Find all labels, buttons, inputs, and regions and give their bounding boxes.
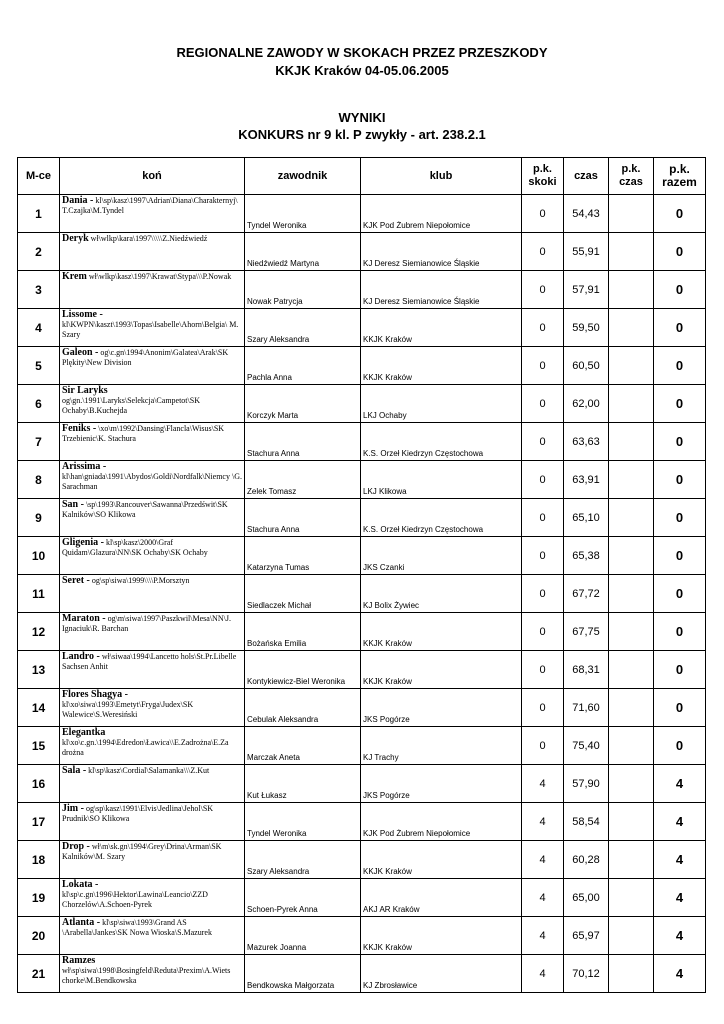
horse-cell xyxy=(60,651,245,689)
faults-time-cell xyxy=(609,575,654,613)
faults-total-cell: 0 xyxy=(654,309,706,347)
horse-cell xyxy=(60,765,245,803)
time-cell: 62,00 xyxy=(564,385,609,423)
rider-cell: Bożańska Emilia xyxy=(245,613,361,651)
table-row xyxy=(18,765,706,803)
horse-name: Sir Laryks xyxy=(62,385,108,396)
place-cell: 9 xyxy=(18,499,60,537)
time-cell: 54,43 xyxy=(564,195,609,233)
faults-time-cell xyxy=(609,955,654,993)
event-venue-date: KKJK Kraków 04-05.06.2005 xyxy=(275,63,449,78)
horse-cell xyxy=(60,195,245,233)
horse-name: Maraton - xyxy=(62,613,106,624)
place-cell: 17 xyxy=(18,803,60,841)
horse-cell xyxy=(60,613,245,651)
faults-jump-cell: 0 xyxy=(522,613,564,651)
horse-details: kl\sp\c.gn\1996\Hektor\Lawina\Leancio\ZZD Chorzelów\A.Schoen-Pyrek xyxy=(62,890,208,909)
club-cell: KKJK Kraków xyxy=(361,917,522,955)
table-row xyxy=(18,461,706,499)
club-cell: KJ Zbrosławice xyxy=(361,955,522,993)
faults-jump-cell: 4 xyxy=(522,803,564,841)
horse-details: kl\sp\kasz\2000\Graf Quidam\Glazura\NN\SK Ochaby\SK Ochaby xyxy=(62,538,208,557)
place-cell: 21 xyxy=(18,955,60,993)
faults-jump-cell: 0 xyxy=(522,423,564,461)
time-cell: 65,00 xyxy=(564,879,609,917)
club-cell: LKJ Ochaby xyxy=(361,385,522,423)
competition-title: KONKURS nr 9 kl. P zwykły - art. 238.2.1 xyxy=(238,127,486,142)
rider-cell: Nowak Patrycja xyxy=(245,271,361,309)
horse-cell xyxy=(60,727,245,765)
col-header-faults-time: p.k. czas xyxy=(609,158,654,195)
faults-time-cell xyxy=(609,803,654,841)
faults-jump-cell: 0 xyxy=(522,689,564,727)
faults-jump-cell: 0 xyxy=(522,233,564,271)
club-cell: K.S. Orzeł Kiedrzyn Częstochowa xyxy=(361,499,522,537)
faults-time-cell xyxy=(609,461,654,499)
horse-details: kl\sp\siwa\1993\Grand AS \Arabella\Jankes\SK Nowa Wioska\S.Mazurek xyxy=(62,918,212,937)
faults-total-cell: 0 xyxy=(654,195,706,233)
rider-cell: Marczak Aneta xyxy=(245,727,361,765)
horse-cell xyxy=(60,955,245,993)
time-cell: 70,12 xyxy=(564,955,609,993)
faults-time-cell xyxy=(609,765,654,803)
horse-details: og\sp\siwa\1999\\\\P.Morsztyn xyxy=(91,576,190,585)
table-row xyxy=(18,689,706,727)
horse-details: og\m\siwa\1997\Paszkwil\Mesa\NN\J. Ignaciuk\R. Barchan xyxy=(62,614,231,633)
horse-details: wł\sp\siwa\1998\Bosingfeld\Reduta\Prexim\A.Wiets chorke\M.Bendkowska xyxy=(62,966,231,985)
horse-cell xyxy=(60,347,245,385)
club-cell: JKS Pogórze xyxy=(361,689,522,727)
table-row xyxy=(18,955,706,993)
horse-details: wł\wlkp\kasz\1997\Krawat\Stypa\\\P.Nowak xyxy=(88,272,232,281)
time-cell: 63,91 xyxy=(564,461,609,499)
rider-cell: Korczyk Marta xyxy=(245,385,361,423)
horse-name: San - xyxy=(62,499,84,510)
club-cell: KJK Pod Żubrem Niepołomice xyxy=(361,195,522,233)
faults-total-cell: 4 xyxy=(654,955,706,993)
club-cell: KJ Trachy xyxy=(361,727,522,765)
horse-details: kl\xo\c.gn.\1994\Edredon\Ławica\\E.Zadrożna\E.Za drożna xyxy=(62,738,229,757)
faults-jump-cell: 0 xyxy=(522,499,564,537)
time-cell: 57,91 xyxy=(564,271,609,309)
place-cell: 14 xyxy=(18,689,60,727)
time-cell: 60,50 xyxy=(564,347,609,385)
rider-cell: Mazurek Joanna xyxy=(245,917,361,955)
horse-name: Drop - xyxy=(62,841,90,852)
table-row xyxy=(18,727,706,765)
time-cell: 63,63 xyxy=(564,423,609,461)
horse-details: wł\siwaa\1994\Lancetto hols\St.Pr.Libelle Sachsen Anhit xyxy=(62,652,237,671)
faults-time-cell xyxy=(609,309,654,347)
horse-details: kl\sp\kasz\1997\Adrian\Diana\Charakternyj\ T.Czajka\M.Tyndel xyxy=(62,196,238,215)
rider-cell: Szary Aleksandra xyxy=(245,841,361,879)
place-cell: 6 xyxy=(18,385,60,423)
col-header-place: M-ce xyxy=(18,158,60,195)
table-row xyxy=(18,385,706,423)
faults-time-cell xyxy=(609,271,654,309)
faults-time-cell xyxy=(609,841,654,879)
results-body xyxy=(18,195,706,993)
rider-cell: Zelek Tomasz xyxy=(245,461,361,499)
faults-jump-cell: 4 xyxy=(522,955,564,993)
horse-cell xyxy=(60,309,245,347)
time-cell: 60,28 xyxy=(564,841,609,879)
faults-jump-cell: 4 xyxy=(522,879,564,917)
rider-cell: Siedlaczek Michał xyxy=(245,575,361,613)
place-cell: 12 xyxy=(18,613,60,651)
faults-total-cell: 4 xyxy=(654,917,706,955)
place-cell: 20 xyxy=(18,917,60,955)
faults-total-cell: 0 xyxy=(654,233,706,271)
rider-cell: Katarzyna Tumas xyxy=(245,537,361,575)
table-header-row xyxy=(18,158,706,195)
table-row xyxy=(18,271,706,309)
horse-cell xyxy=(60,803,245,841)
event-title: REGIONALNE ZAWODY W SKOKACH PRZEZ PRZESZKODY xyxy=(176,45,548,60)
time-cell: 67,75 xyxy=(564,613,609,651)
rider-cell: Tyndel Weronika xyxy=(245,803,361,841)
horse-details: og\gn.\1991\Laryks\Selekcja\Campetot\SK Ochaby\B.Kuchejda xyxy=(62,396,200,415)
club-cell: LKJ Klikowa xyxy=(361,461,522,499)
table-row xyxy=(18,309,706,347)
faults-total-cell: 4 xyxy=(654,841,706,879)
horse-name: Lokata - xyxy=(62,879,99,890)
table-row xyxy=(18,233,706,271)
results-heading: WYNIKI xyxy=(338,110,386,125)
faults-jump-cell: 0 xyxy=(522,537,564,575)
horse-name: Sala - xyxy=(62,765,87,776)
col-header-faults-total: p.k. razem xyxy=(654,158,706,195)
rider-cell: Tyndel Weronika xyxy=(245,195,361,233)
table-row xyxy=(18,537,706,575)
col-header-time: czas xyxy=(564,158,609,195)
horse-details: wł\wlkp\kara\1997\\\\\Z.Niedźwiedź xyxy=(90,234,208,243)
horse-details: kl\xo\siwa\1993\Emetyt\Fryga\Judex\SK Walewice\S.Weresiński xyxy=(62,700,194,719)
table-row xyxy=(18,575,706,613)
time-cell: 55,91 xyxy=(564,233,609,271)
horse-name: Deryk xyxy=(62,233,89,244)
place-cell: 16 xyxy=(18,765,60,803)
time-cell: 65,97 xyxy=(564,917,609,955)
rider-cell: Kut Łukasz xyxy=(245,765,361,803)
time-cell: 65,38 xyxy=(564,537,609,575)
horse-cell xyxy=(60,689,245,727)
table-row xyxy=(18,195,706,233)
rider-cell: Bendkowska Małgorzata xyxy=(245,955,361,993)
faults-time-cell xyxy=(609,689,654,727)
faults-jump-cell: 4 xyxy=(522,765,564,803)
rider-cell: Kontykiewicz-Biel Weronika xyxy=(245,651,361,689)
horse-name: Flores Shagya - xyxy=(62,689,128,700)
faults-time-cell xyxy=(609,613,654,651)
faults-total-cell: 0 xyxy=(654,537,706,575)
horse-details: kl\sp\kasz\Cordial\Salamanka\\\Z.Kut xyxy=(88,766,210,775)
faults-total-cell: 0 xyxy=(654,651,706,689)
horse-details: \sp\1993\Rancouver\Sawanna\Przedświt\SK Kalników\SO Klikowa xyxy=(62,500,228,519)
horse-details: kl\han\gniada\1991\Abydos\Goldi\Nordfalk\Niemcy \G. Sarachman xyxy=(62,472,242,491)
faults-total-cell: 0 xyxy=(654,613,706,651)
faults-jump-cell: 0 xyxy=(522,727,564,765)
faults-total-cell: 0 xyxy=(654,575,706,613)
faults-jump-cell: 0 xyxy=(522,575,564,613)
faults-jump-cell: 0 xyxy=(522,347,564,385)
faults-jump-cell: 0 xyxy=(522,309,564,347)
horse-name: Feniks - xyxy=(62,423,97,434)
faults-total-cell: 4 xyxy=(654,803,706,841)
club-cell: JKS Pogórze xyxy=(361,765,522,803)
club-cell: KKJK Kraków xyxy=(361,347,522,385)
table-row xyxy=(18,613,706,651)
table-row xyxy=(18,917,706,955)
rider-cell: Niedźwiedź Martyna xyxy=(245,233,361,271)
rider-cell: Szary Aleksandra xyxy=(245,309,361,347)
place-cell: 3 xyxy=(18,271,60,309)
time-cell: 68,31 xyxy=(564,651,609,689)
horse-name: Jim - xyxy=(62,803,84,814)
results-table xyxy=(17,157,706,993)
horse-cell xyxy=(60,271,245,309)
place-cell: 8 xyxy=(18,461,60,499)
place-cell: 18 xyxy=(18,841,60,879)
faults-time-cell xyxy=(609,727,654,765)
horse-name: Seret - xyxy=(62,575,90,586)
table-row xyxy=(18,347,706,385)
faults-time-cell xyxy=(609,537,654,575)
faults-time-cell xyxy=(609,917,654,955)
faults-total-cell: 0 xyxy=(654,385,706,423)
place-cell: 11 xyxy=(18,575,60,613)
horse-cell xyxy=(60,537,245,575)
horse-cell xyxy=(60,879,245,917)
horse-cell xyxy=(60,841,245,879)
faults-total-cell: 4 xyxy=(654,765,706,803)
horse-name: Lissome - xyxy=(62,309,103,320)
place-cell: 4 xyxy=(18,309,60,347)
club-cell: KJ Deresz Siemianowice Śląskie xyxy=(361,271,522,309)
horse-details: og\sp\kasz\1991\Elvis\Jedlina\Jehol\SK Prudnik\SO Klikowa xyxy=(62,804,214,823)
rider-cell: Schoen-Pyrek Anna xyxy=(245,879,361,917)
col-header-faults-jump: p.k. skoki xyxy=(522,158,564,195)
faults-jump-cell: 4 xyxy=(522,917,564,955)
faults-jump-cell: 0 xyxy=(522,195,564,233)
horse-cell xyxy=(60,423,245,461)
horse-cell xyxy=(60,233,245,271)
horse-name: Elegantka xyxy=(62,727,106,738)
club-cell: KJ Deresz Siemianowice Śląskie xyxy=(361,233,522,271)
club-cell: KKJK Kraków xyxy=(361,651,522,689)
horse-details: og\c.gn\1994\Anonim\Galatea\Arak\SK Plękity\New Division xyxy=(62,348,229,367)
rider-cell: Cebulak Aleksandra xyxy=(245,689,361,727)
col-header-club: klub xyxy=(361,158,522,195)
club-cell: KKJK Kraków xyxy=(361,841,522,879)
club-cell: KKJK Kraków xyxy=(361,613,522,651)
faults-time-cell xyxy=(609,499,654,537)
place-cell: 19 xyxy=(18,879,60,917)
faults-total-cell: 4 xyxy=(654,879,706,917)
time-cell: 67,72 xyxy=(564,575,609,613)
faults-total-cell: 0 xyxy=(654,689,706,727)
rider-cell: Pachla Anna xyxy=(245,347,361,385)
table-row xyxy=(18,499,706,537)
club-cell: K.S. Orzeł Kiedrzyn Częstochowa xyxy=(361,423,522,461)
horse-name: Atlanta - xyxy=(62,917,101,928)
club-cell: AKJ AR Kraków xyxy=(361,879,522,917)
faults-total-cell: 0 xyxy=(654,423,706,461)
faults-time-cell xyxy=(609,651,654,689)
faults-jump-cell: 0 xyxy=(522,385,564,423)
time-cell: 59,50 xyxy=(564,309,609,347)
table-row xyxy=(18,803,706,841)
col-header-rider: zawodnik xyxy=(245,158,361,195)
faults-time-cell xyxy=(609,195,654,233)
horse-name: Galeon - xyxy=(62,347,99,358)
place-cell: 5 xyxy=(18,347,60,385)
time-cell: 65,10 xyxy=(564,499,609,537)
faults-time-cell xyxy=(609,385,654,423)
horse-name: Dania - xyxy=(62,195,94,206)
col-header-horse: koń xyxy=(60,158,245,195)
place-cell: 13 xyxy=(18,651,60,689)
faults-time-cell xyxy=(609,347,654,385)
club-cell: KJ Bolix Żywiec xyxy=(361,575,522,613)
faults-jump-cell: 4 xyxy=(522,841,564,879)
faults-total-cell: 0 xyxy=(654,727,706,765)
faults-time-cell xyxy=(609,423,654,461)
horse-cell xyxy=(60,385,245,423)
faults-total-cell: 0 xyxy=(654,499,706,537)
time-cell: 71,60 xyxy=(564,689,609,727)
faults-jump-cell: 0 xyxy=(522,651,564,689)
table-row xyxy=(18,879,706,917)
faults-total-cell: 0 xyxy=(654,347,706,385)
faults-time-cell xyxy=(609,233,654,271)
time-cell: 58,54 xyxy=(564,803,609,841)
horse-name: Ramzes xyxy=(62,955,96,966)
faults-jump-cell: 0 xyxy=(522,271,564,309)
faults-time-cell xyxy=(609,879,654,917)
faults-total-cell: 0 xyxy=(654,461,706,499)
table-row xyxy=(18,651,706,689)
club-cell: JKS Czanki xyxy=(361,537,522,575)
place-cell: 15 xyxy=(18,727,60,765)
faults-total-cell: 0 xyxy=(654,271,706,309)
rider-cell: Stachura Anna xyxy=(245,423,361,461)
rider-cell: Stachura Anna xyxy=(245,499,361,537)
time-cell: 75,40 xyxy=(564,727,609,765)
table-row xyxy=(18,423,706,461)
place-cell: 7 xyxy=(18,423,60,461)
club-cell: KKJK Kraków xyxy=(361,309,522,347)
horse-name: Landro - xyxy=(62,651,100,662)
horse-details: kl\KWPN\kaszt\1993\Topas\Isabelle\Ahorn\Belgia\ M. Szary xyxy=(62,320,239,339)
time-cell: 57,90 xyxy=(564,765,609,803)
horse-cell xyxy=(60,461,245,499)
horse-cell xyxy=(60,575,245,613)
place-cell: 1 xyxy=(18,195,60,233)
place-cell: 2 xyxy=(18,233,60,271)
horse-details: wł\m\sk.gn\1994\Grey\Drina\Arman\SK Kalników\M. Szary xyxy=(62,842,222,861)
table-row xyxy=(18,841,706,879)
horse-name: Gligenia - xyxy=(62,537,104,548)
horse-cell xyxy=(60,917,245,955)
horse-name: Krem xyxy=(62,271,87,282)
horse-cell xyxy=(60,499,245,537)
horse-details: \xo\m\1992\Dansing\Flancla\Wisus\SK Trzebienic\K. Stachura xyxy=(62,424,225,443)
club-cell: KJK Pod Żubrem Niepołomice xyxy=(361,803,522,841)
faults-jump-cell: 0 xyxy=(522,461,564,499)
horse-name: Arissima - xyxy=(62,461,107,472)
place-cell: 10 xyxy=(18,537,60,575)
